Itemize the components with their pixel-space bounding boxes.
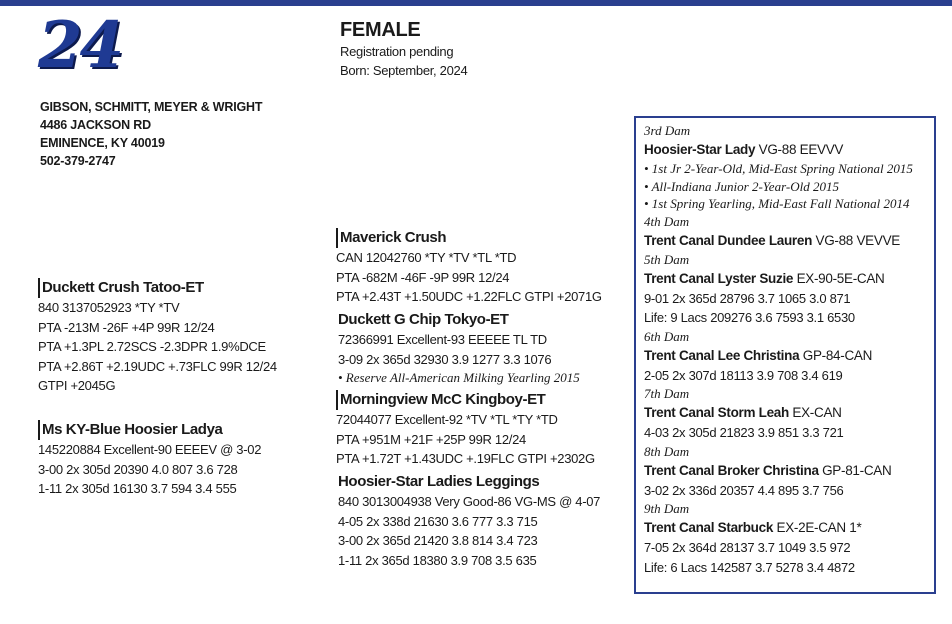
dam-generation-label: 9th Dam	[644, 501, 690, 516]
registration-status: Registration pending	[340, 44, 454, 59]
eighth-dam-record: 3-02 2x 336d 20357 4.4 895 3.7 756	[644, 482, 844, 498]
dam-record: 1-11 2x 305d 16130 3.7 594 3.4 555	[38, 481, 237, 496]
sires-dam-award: • Reserve All-American Milking Yearling 2015	[338, 370, 580, 385]
third-dam-name: Hoosier-Star Lady VG-88 EEVVV	[644, 142, 844, 157]
consignor-city: EMINENCE, KY 40019	[40, 136, 165, 150]
dams-dam-block	[338, 472, 600, 570]
sires-dam-name: Duckett G Chip Tokyo-ET	[338, 311, 509, 328]
sixth-dam-name: Trent Canal Lee Christina GP-84-CAN	[644, 347, 873, 363]
dams-dam-record: 3-00 2x 365d 21420 3.8 814 3.4 723	[338, 533, 538, 548]
ninth-dam-name: Trent Canal Starbuck EX-2E-CAN 1*	[644, 520, 862, 535]
dam-name: Ms KY-Blue Hoosier Ladya	[38, 420, 261, 440]
dam-generation-label: 5th Dam	[644, 251, 690, 267]
sires-dam-record: 3-09 2x 365d 32930 3.9 1277 3.3 1076	[338, 351, 552, 367]
sixth-dam-record: 2-05 2x 307d 18113 3.9 708 3.4 619	[644, 367, 843, 383]
sire-pta-production: PTA -213M -26F +4P 99R 12/24	[38, 319, 215, 335]
birth-date: Born: September, 2024	[340, 63, 468, 78]
dams-sire-block	[336, 390, 595, 469]
seventh-dam-name: Trent Canal Storm Leah EX-CAN	[644, 405, 842, 420]
eighth-dam-name: Trent Canal Broker Christina GP-81-CAN	[644, 462, 892, 478]
sires-sire-pta-production: PTA -682M -46F -9P 99R 12/24	[336, 269, 510, 285]
consignor-phone: 502-379-2747	[40, 154, 116, 168]
sire-pta-health: PTA +1.3PL 2.72SCS -2.3DPR 1.9%DCE	[38, 339, 266, 354]
third-dam-award: • All-Indiana Junior 2-Year-Old 2015	[644, 178, 839, 194]
seventh-dam-record: 4-03 2x 305d 21823 3.9 851 3.3 721	[644, 425, 844, 440]
dam-registration: 145220884 Excellent-90 EEEEV @ 3-02	[38, 442, 262, 457]
ninth-dam-record: 7-05 2x 364d 28137 3.7 1049 3.5 972	[644, 540, 851, 555]
consignor-name: GIBSON, SCHMITT, MEYER & WRIGHT	[40, 100, 263, 114]
lot-number: 24	[38, 8, 122, 83]
sires-sire-pta-type: PTA +2.43T +1.50UDC +1.22FLC GTPI +2071G	[336, 289, 602, 304]
sires-dam-block	[338, 310, 580, 387]
fifth-dam-name: Trent Canal Lyster Suzie EX-90-5E-CAN	[644, 270, 885, 286]
dam-generation-label: 3rd Dam	[644, 123, 691, 138]
fifth-dam-lifetime: Life: 9 Lacs 209276 3.6 7593 3.1 6530	[644, 310, 855, 325]
sires-dam-registration: 72366991 Excellent-93 EEEEE TL TD	[338, 332, 547, 347]
extended-pedigree-box	[634, 116, 936, 594]
fifth-dam-record: 9-01 2x 365d 28796 3.7 1065 3.0 871	[644, 290, 851, 306]
sire-registration: 840 3137052923 *TY *TV	[38, 300, 180, 315]
fourth-dam-name: Trent Canal Dundee Lauren VG-88 VEVVE	[644, 232, 900, 248]
dam-generation-label: 6th Dam	[644, 328, 690, 344]
dams-sire-pta-type: PTA +1.72T +1.43UDC +.19FLC GTPI +2302G	[336, 451, 595, 466]
dams-sire-name: Morningview McC Kingboy-ET	[336, 390, 595, 410]
sire-block	[38, 278, 277, 396]
dam-generation-label: 4th Dam	[644, 213, 690, 229]
sire-name: Duckett Crush Tatoo-ET	[38, 278, 277, 298]
ninth-dam-lifetime: Life: 6 Lacs 142587 3.7 5278 3.4 4872	[644, 559, 855, 575]
dam-generation-label: 8th Dam	[644, 443, 690, 459]
sire-gtpi: GTPI +2045G	[38, 378, 116, 393]
sires-sire-registration: CAN 12042760 *TY *TV *TL *TD	[336, 250, 517, 265]
dams-dam-record: 1-11 2x 365d 18380 3.9 708 3.5 635	[338, 552, 537, 568]
third-dam-award: • 1st Spring Yearling, Mid-East Fall National 2014	[644, 196, 910, 211]
top-accent-rule	[0, 0, 952, 6]
dam-generation-label: 7th Dam	[644, 386, 690, 401]
dams-sire-pta-production: PTA +951M +21F +25P 99R 12/24	[336, 431, 526, 447]
consignor-address: 4486 JACKSON RD	[40, 118, 151, 132]
dams-sire-registration: 72044077 Excellent-92 *TV *TL *TY *TD	[336, 412, 558, 427]
sires-sire-name: Maverick Crush	[336, 228, 602, 248]
third-dam-award: • 1st Jr 2-Year-Old, Mid-East Spring National 2015	[644, 161, 913, 176]
dam-block	[38, 420, 261, 499]
sex-label: FEMALE	[340, 19, 421, 41]
dams-dam-name: Hoosier-Star Ladies Leggings	[338, 473, 540, 490]
sires-sire-block	[336, 228, 602, 307]
sire-pta-type: PTA +2.86T +2.19UDC +.73FLC 99R 12/24	[38, 358, 277, 374]
dams-dam-registration: 840 3013004938 Very Good-86 VG-MS @ 4-07	[338, 494, 601, 509]
animal-header	[340, 18, 467, 80]
dam-record: 3-00 2x 305d 20390 4.0 807 3.6 728	[38, 461, 238, 477]
consignor-block	[40, 98, 262, 170]
dams-dam-record: 4-05 2x 338d 21630 3.6 777 3.3 715	[338, 513, 538, 529]
